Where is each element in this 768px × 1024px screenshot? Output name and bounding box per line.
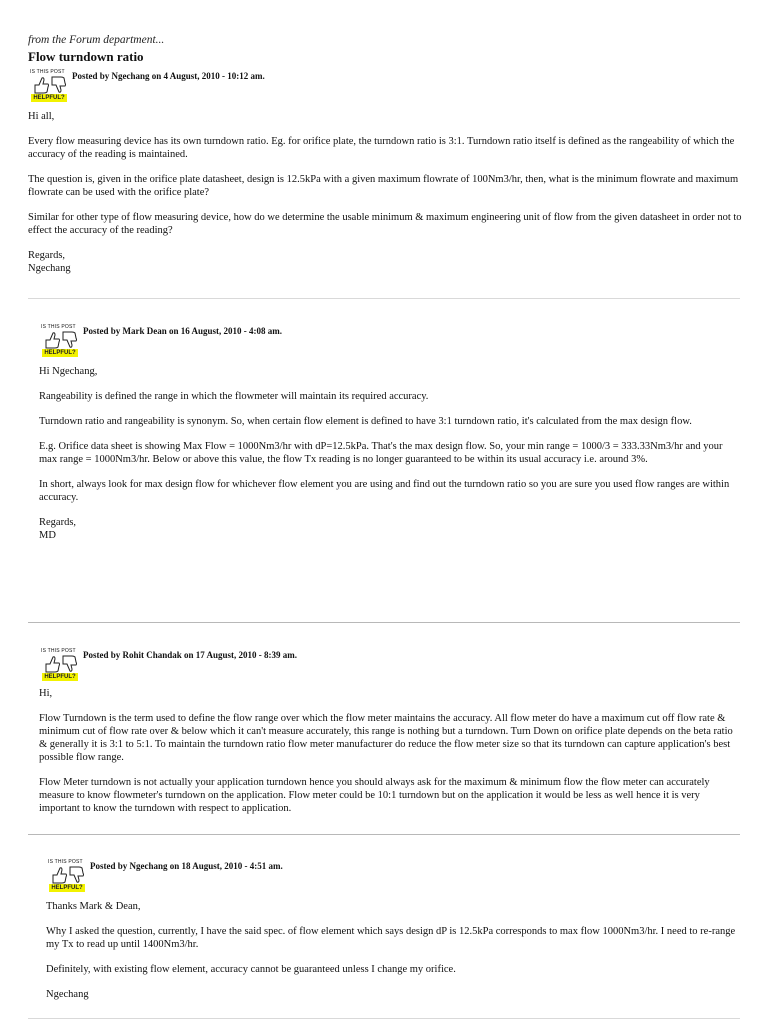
post-body xyxy=(39,365,741,542)
post-paragraph: Similar for other type of flow measuring device, how do we determine the usable minimum & maximum engineering unit of flow from the given datasheet in order not to effect the accuracy of the reading? xyxy=(28,212,742,236)
post-paragraph: Every flow measuring device has its own turndown ratio. Eg. for orifice plate, the turndown ratio is 3:1. Turndown ratio itself is defined as the rangeability of which the accuracy of the reading is maintained. xyxy=(28,136,735,160)
post-paragraph: Hi Ngechang, xyxy=(39,366,98,377)
post-body xyxy=(46,900,740,1001)
post-paragraph: Why I asked the question, currently, I have the said spec. of flow element which says design dP is 12.5kPa corresponds to max flow 1000Nm3/hr. I need to re-range my Tx to read up until 1400Nm3/hr. xyxy=(46,926,736,950)
post-divider xyxy=(28,622,740,623)
post-author-line: Posted by Rohit Chandak on 17 August, 2010 - 8:39 am. xyxy=(83,650,298,660)
post-divider xyxy=(28,298,740,299)
post-meta xyxy=(39,325,741,365)
post-3 xyxy=(39,649,741,827)
post-signature: Ngechang xyxy=(46,989,89,1000)
post-paragraph: In short, always look for max design flow for whichever flow element you are using and find out the turndown ratio so you are sure you used flow ranges are within accuracy. xyxy=(39,479,730,503)
post-author-line: Posted by Ngechang on 4 August, 2010 - 10:12 am. xyxy=(72,71,265,81)
helpful-widget[interactable] xyxy=(46,860,86,894)
post-body xyxy=(39,687,741,815)
helpful-label: HELPFUL? xyxy=(42,673,78,681)
post-signature: Regards, Ngechang xyxy=(28,250,71,274)
helpful-question: IS THIS POST xyxy=(48,859,83,865)
thumbs-up-down-icon xyxy=(43,330,79,350)
post-paragraph: Flow Turndown is the term used to define the flow range over which the flow meter maintains the accuracy. All flow meter do have a maximum cut off flow rate & minimum cut of flow rate over & below which it can't measure accurately, this range is nothing but a turndown. Turn Down on orifice plate depends on the beta ratio & generally it is 3:1 to 5:1. To maintain the turndown ratio flow meter manufacturer do reduce the flow meter size so that its turndown can capture application's best possible flow range. xyxy=(39,713,733,763)
post-paragraph: E.g. Orifice data sheet is showing Max Flow = 1000Nm3/hr with dP=12.5kPa. That's the max design flow. So, your min range = 1000/3 = 333.33Nm3/hr and your max range = 1000Nm3/hr. Below or above this value, the flow Tx reading is no longer guaranteed to be within its usual accuracy i.e. around 3%. xyxy=(39,441,723,465)
helpful-widget[interactable] xyxy=(39,649,79,683)
post-meta xyxy=(46,860,740,900)
post-paragraph: Turndown ratio and rangeability is synonym. So, when certain flow element is defined to have 3:1 turndown ratio, it's calculated from the max design flow. xyxy=(39,416,692,427)
post-author-line: Posted by Ngechang on 18 August, 2010 - 4:51 am. xyxy=(90,861,283,871)
page-title: Flow turndown ratio xyxy=(28,49,144,64)
post-signature: Regards, MD xyxy=(39,517,77,541)
post-body xyxy=(28,110,742,275)
helpful-question: IS THIS POST xyxy=(41,648,76,654)
post-4 xyxy=(46,860,740,1013)
forum-department-label: from the Forum department... xyxy=(28,34,165,46)
post-paragraph: Thanks Mark & Dean, xyxy=(46,901,141,912)
thumbs-up-down-icon xyxy=(32,75,68,95)
post-meta xyxy=(39,649,741,687)
helpful-label: HELPFUL? xyxy=(31,94,67,102)
post-author-line: Posted by Mark Dean on 16 August, 2010 - 4:08 am. xyxy=(83,326,283,336)
thumbs-up-down-icon xyxy=(50,865,86,885)
post-paragraph: Definitely, with existing flow element, accuracy cannot be guaranteed unless I change my orifice. xyxy=(46,964,456,975)
helpful-widget[interactable] xyxy=(28,70,68,104)
thumbs-up-down-icon xyxy=(43,654,79,674)
helpful-question: IS THIS POST xyxy=(41,324,76,330)
helpful-question: IS THIS POST xyxy=(30,69,65,75)
helpful-widget[interactable] xyxy=(39,325,79,359)
post-divider xyxy=(28,834,740,835)
post-2 xyxy=(39,325,741,554)
post-meta xyxy=(28,70,742,110)
post-paragraph: Hi, xyxy=(39,688,53,699)
post-paragraph: The question is, given in the orifice plate datasheet, design is 12.5kPa with a given maximum flowrate of 100Nm3/hr, then, what is the minimum flowrate and maximum flowrate can be used with the orifice plate? xyxy=(28,174,739,198)
post-divider xyxy=(28,1018,740,1019)
post-1 xyxy=(28,70,742,287)
post-paragraph: Flow Meter turndown is not actually your application turndown hence you should always ask for the maximum & minimum flow the flow meter can accurately measure to know flowmeter's turndown on the application. Flow meter could be 10:1 turndown but on the application it would be less as well hence it is very important to know the turndown with respect to application. xyxy=(39,777,710,814)
post-paragraph: Rangeability is defined the range in which the flowmeter will maintain its required accuracy. xyxy=(39,391,429,402)
helpful-label: HELPFUL? xyxy=(49,884,85,892)
post-paragraph: Hi all, xyxy=(28,111,55,122)
helpful-label: HELPFUL? xyxy=(42,349,78,357)
